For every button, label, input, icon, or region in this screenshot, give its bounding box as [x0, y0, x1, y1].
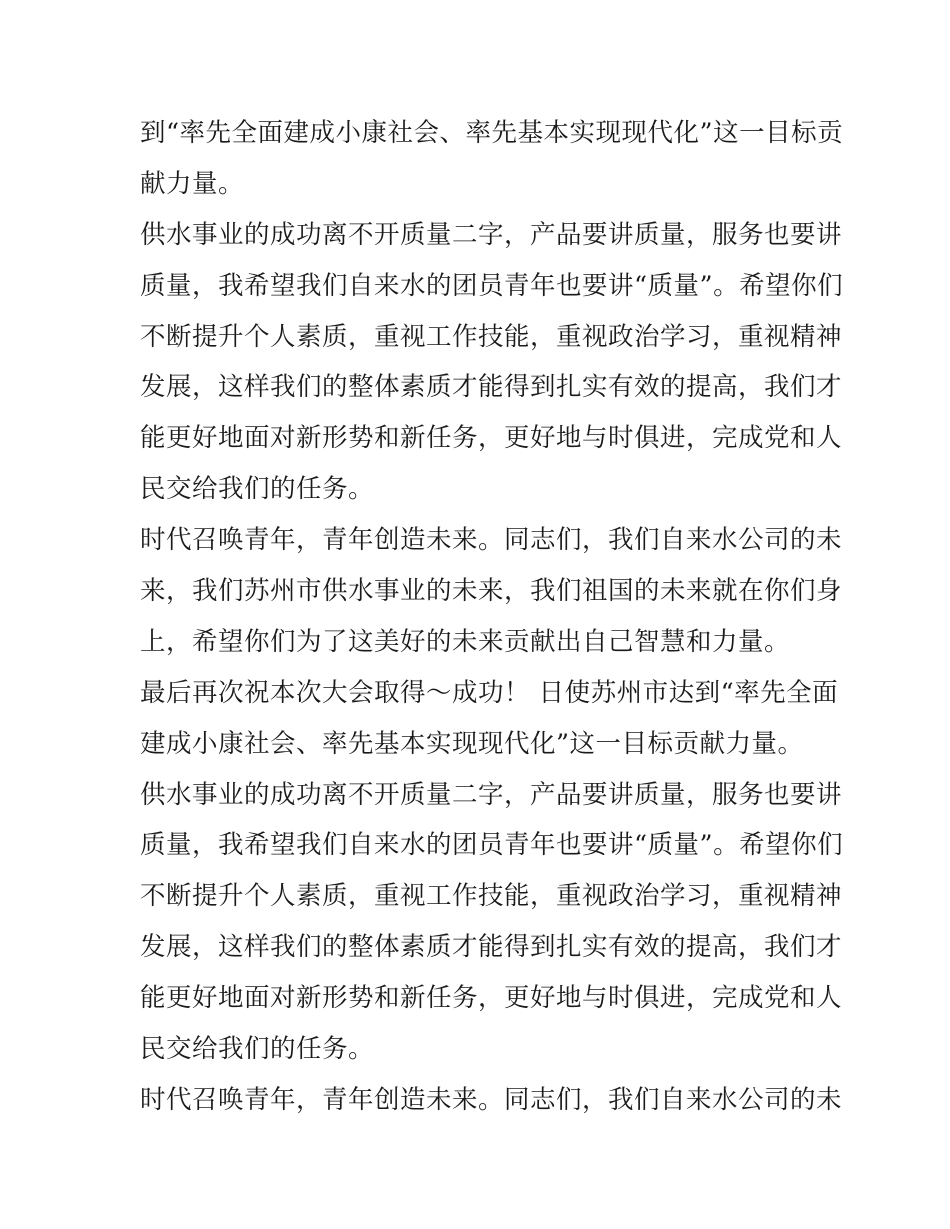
text-line: 建成小康社会、率先基本实现现代化”这一目标贡献力量。 [140, 728, 804, 759]
text-line: 能更好地面对新形势和新任务，更好地与时俱进，完成党和人 [140, 423, 843, 454]
text-line: 发展，这样我们的整体素质才能得到扎实有效的提高，我们才 [140, 932, 843, 963]
text-line: 不断提升个人素质，重视工作技能，重视政治学习，重视精神 [140, 321, 843, 352]
text-line: 民交给我们的任务。 [140, 474, 375, 505]
text-line: 时代召唤青年，青年创造未来。同志们，我们自来水公司的未 [140, 1084, 843, 1115]
text-line: 质量，我希望我们自来水的团员青年也要讲“质量”。希望你们 [140, 270, 844, 301]
text-line: 发展，这样我们的整体素质才能得到扎实有效的提高，我们才 [140, 372, 843, 403]
body-text [140, 108, 844, 1126]
text-line: 到“率先全面建成小康社会、率先基本实现现代化”这一目标贡 [140, 118, 844, 148]
text-line: 质量，我希望我们自来水的团员青年也要讲“质量”。希望你们 [140, 830, 844, 861]
text-line: 最后再次祝本次大会取得～成功！ 日使苏州市达到“率先全面 [140, 677, 839, 708]
text-line: 来，我们苏州市供水事业的未来，我们祖国的未来就在你们身 [140, 576, 843, 607]
text-line: 献力量。 [140, 168, 245, 199]
text-line: 供水事业的成功离不开质量二字，产品要讲质量，服务也要讲 [140, 779, 843, 810]
text-line: 不断提升个人素质，重视工作技能，重视政治学习，重视精神 [140, 881, 843, 912]
text-line: 上，希望你们为了这美好的未来贡献出自己智慧和力量。 [140, 626, 791, 657]
text-line: 供水事业的成功离不开质量二字，产品要讲质量，服务也要讲 [140, 219, 843, 250]
text-line: 民交给我们的任务。 [140, 1034, 375, 1065]
text-line: 能更好地面对新形势和新任务，更好地与时俱进，完成党和人 [140, 983, 843, 1014]
text-line: 时代召唤青年，青年创造未来。同志们，我们自来水公司的未 [140, 525, 843, 556]
